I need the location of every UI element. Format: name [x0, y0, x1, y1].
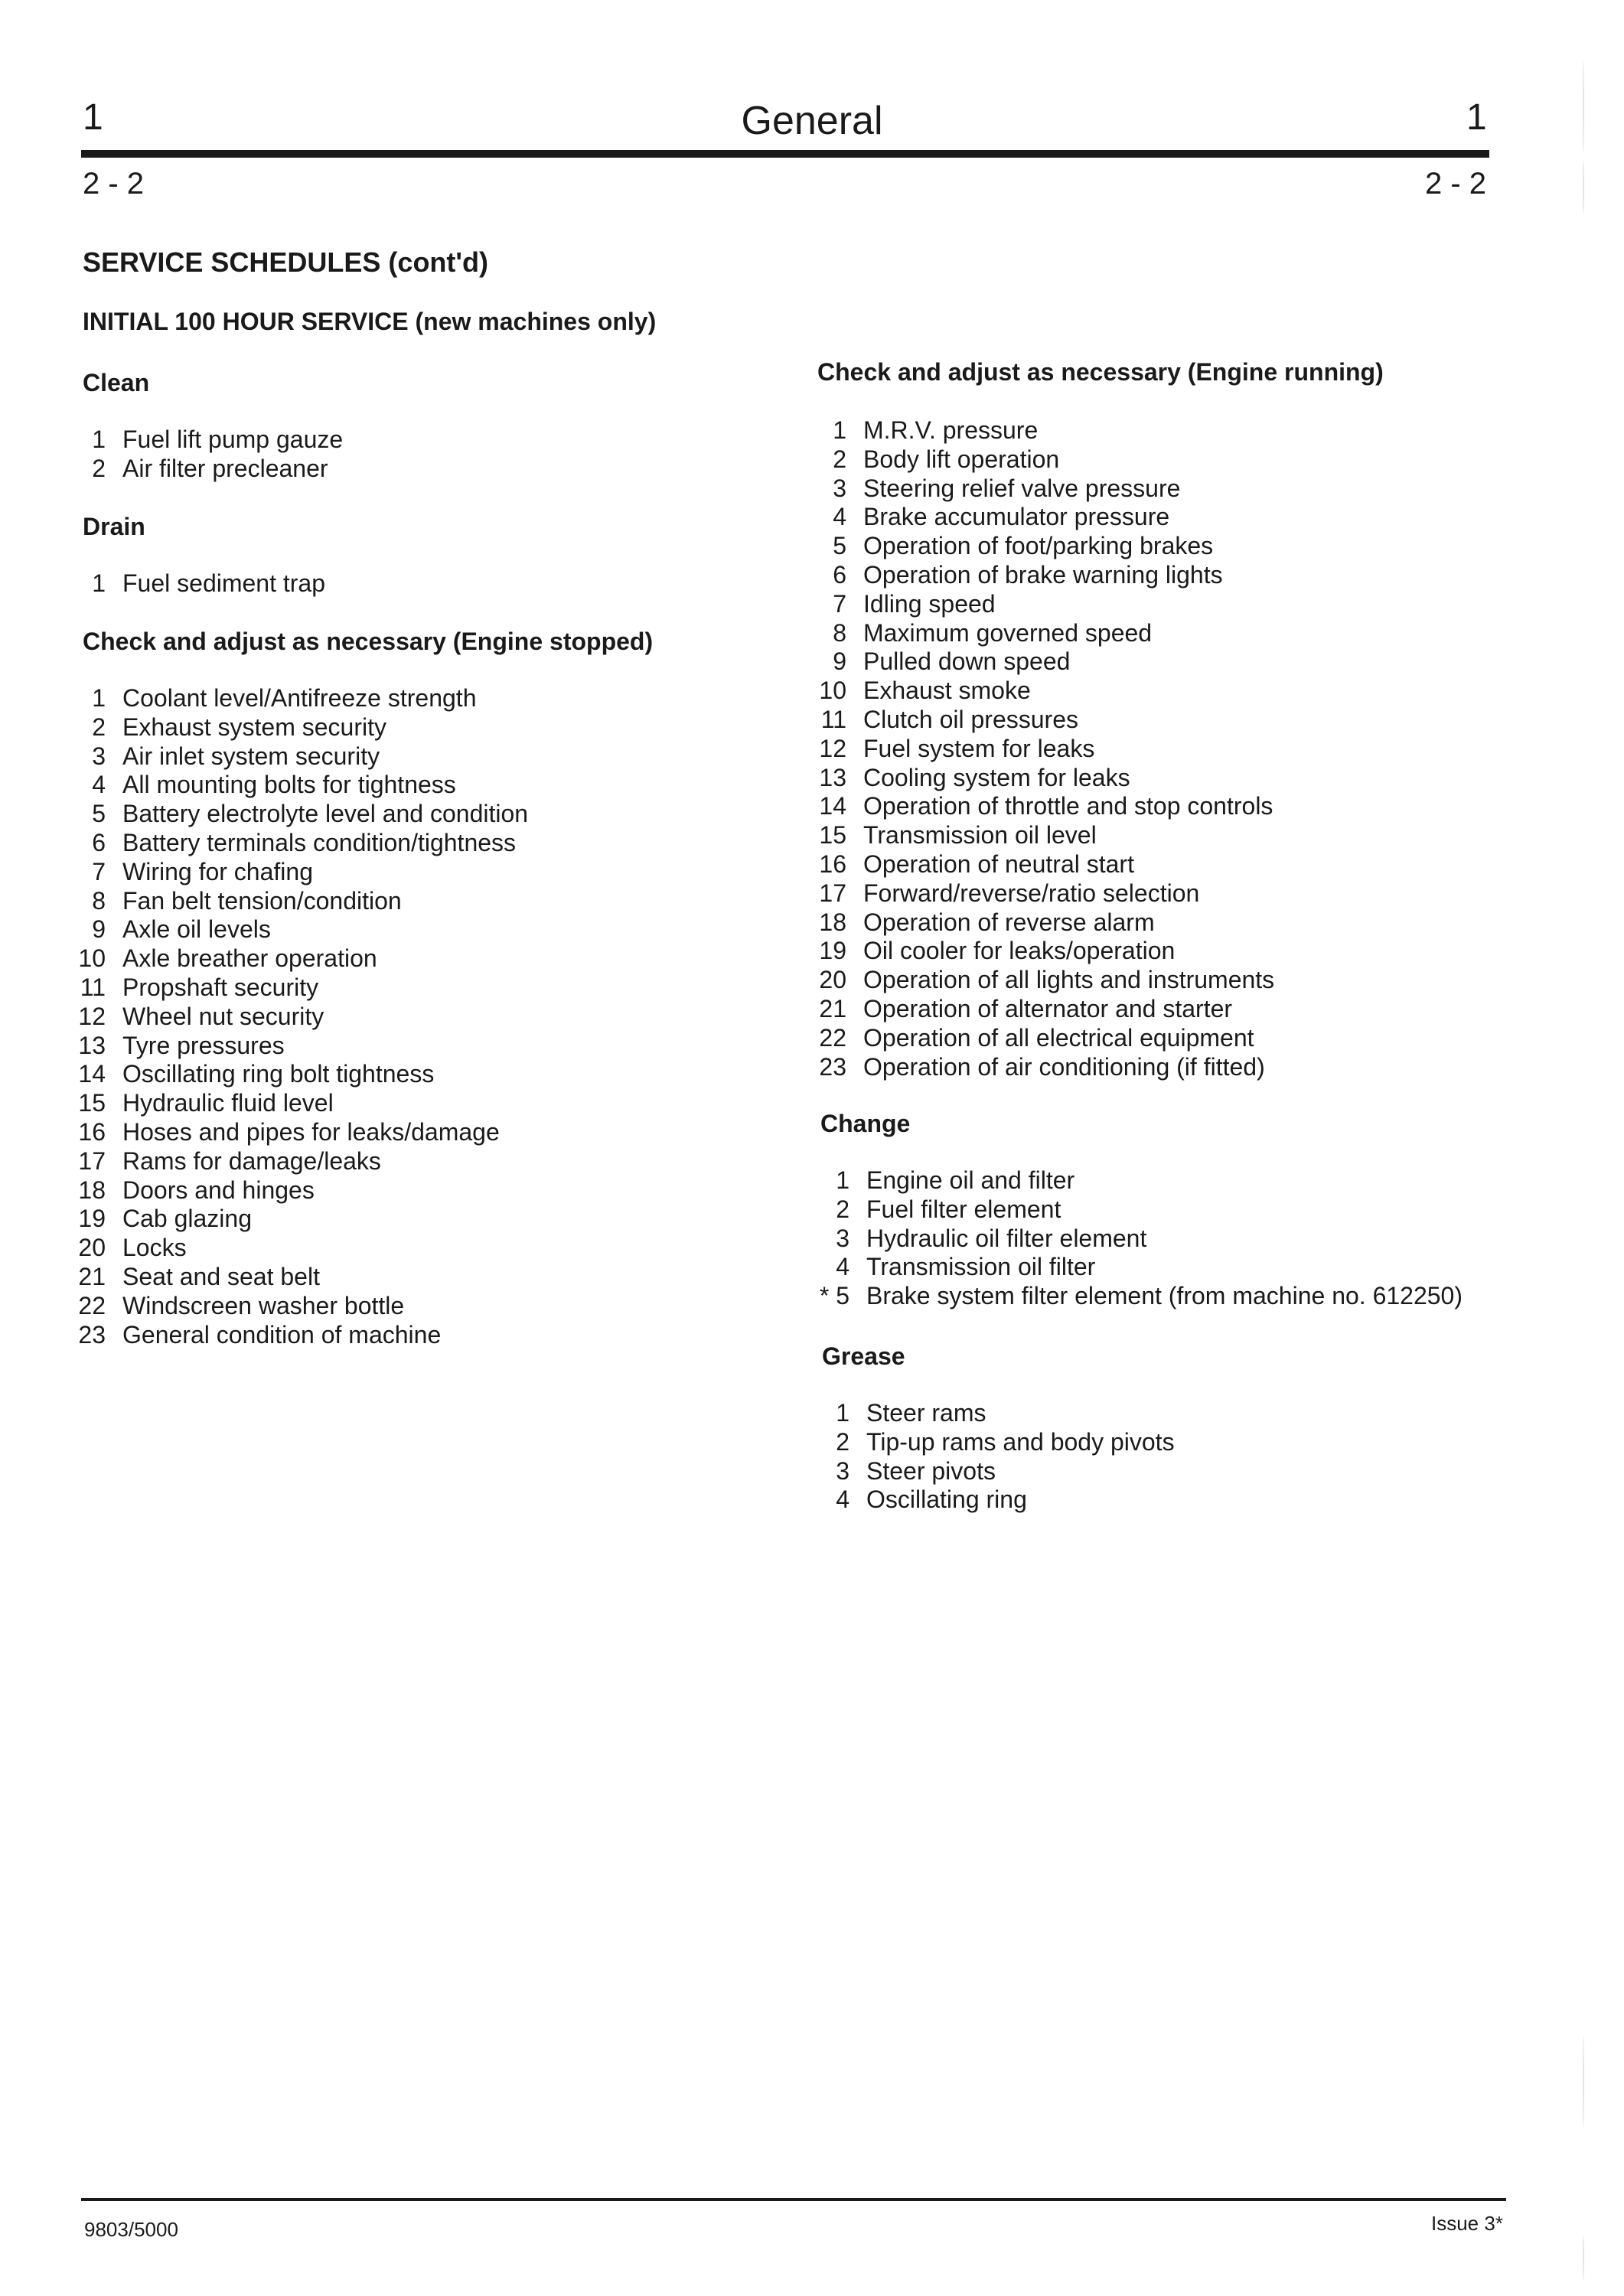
item-text: Air filter precleaner [122, 454, 328, 482]
item-number: 13 [819, 763, 846, 791]
list-item [802, 503, 1274, 532]
item-number: 15 [78, 1089, 106, 1117]
item-text: M.R.V. pressure [863, 416, 1039, 444]
item-text: Exhaust smoke [863, 677, 1031, 705]
item-number: 21 [78, 1262, 106, 1290]
item-text: Brake system filter element (from machine no. 612250) [866, 1282, 1463, 1310]
item-text: Operation of air conditioning (if fitted) [863, 1052, 1265, 1081]
list-item [805, 1428, 1175, 1457]
item-number: 8 [92, 886, 106, 915]
item-number: 19 [819, 937, 846, 965]
item-text: Exhaust system security [122, 713, 386, 741]
page-number-right: 2 - 2 [1425, 167, 1487, 201]
list-item [802, 908, 1274, 938]
item-text: Cooling system for leaks [863, 763, 1130, 791]
item-text: Operation of throttle and stop controls [863, 792, 1273, 820]
item-number: 22 [78, 1291, 106, 1319]
item-number: 20 [819, 966, 846, 994]
item-text: General condition of machine [122, 1320, 442, 1349]
list-item [66, 1060, 528, 1089]
chapter-number-right: 1 [1466, 97, 1487, 138]
header-rule [81, 150, 1489, 158]
item-text: Locks [122, 1234, 187, 1262]
list-item [805, 1253, 1463, 1282]
item-number: 14 [78, 1060, 106, 1088]
item-number: * 5 [819, 1282, 850, 1310]
item-number: 2 [836, 1195, 850, 1223]
item-number: 7 [92, 857, 106, 885]
item-text: Operation of foot/parking brakes [863, 532, 1214, 560]
item-number: 1 [836, 1399, 850, 1427]
list-item [805, 1195, 1463, 1225]
change-heading: Change [820, 1110, 911, 1137]
item-text: Oil cooler for leaks/operation [863, 937, 1176, 965]
item-number: 2 [836, 1427, 850, 1456]
item-text: Hydraulic oil filter element [866, 1224, 1147, 1252]
item-number: 1 [833, 416, 846, 444]
list-item [66, 1234, 528, 1263]
item-number: 15 [819, 821, 846, 850]
item-text: Fuel system for leaks [863, 734, 1095, 762]
chapter-number-left: 1 [83, 97, 103, 138]
list-item [66, 974, 528, 1003]
check-stopped-heading: Check and adjust as necessary (Engine stopped) [83, 628, 654, 655]
list-item [802, 1053, 1274, 1082]
item-text: Battery electrolyte level and condition [122, 800, 529, 828]
list-item [802, 445, 1274, 475]
section-subheading: INITIAL 100 HOUR SERVICE (new machines only) [83, 308, 657, 335]
list-item [66, 829, 528, 858]
list-item [802, 792, 1274, 821]
list-item [802, 647, 1274, 677]
item-number: 2 [92, 713, 106, 741]
item-number: 3 [836, 1456, 850, 1485]
item-number: 3 [833, 474, 846, 502]
list-item [66, 455, 343, 484]
item-text: Battery terminals condition/tightness [122, 828, 517, 856]
item-text: Operation of all electrical equipment [863, 1023, 1254, 1052]
list-item [66, 1003, 528, 1032]
item-text: Hydraulic fluid level [122, 1089, 334, 1117]
list-item [802, 706, 1274, 735]
item-number: 11 [820, 705, 846, 733]
item-text: Maximum governed speed [863, 618, 1153, 647]
grease-heading: Grease [822, 1342, 905, 1370]
item-number: 10 [819, 677, 846, 705]
item-number: 22 [819, 1023, 846, 1052]
list-item [66, 1118, 528, 1147]
item-text: Air inlet system security [122, 742, 380, 770]
list-item [802, 532, 1274, 561]
drain-list [66, 569, 325, 598]
item-number: 11 [80, 973, 106, 1001]
item-number: 17 [819, 879, 846, 907]
item-text: Hoses and pipes for leaks/damage [122, 1117, 500, 1146]
clean-heading: Clean [83, 369, 150, 396]
list-item [66, 1263, 528, 1292]
list-item [805, 1166, 1463, 1195]
list-item [805, 1486, 1175, 1515]
item-number: 16 [819, 850, 846, 878]
list-item [66, 1147, 528, 1176]
list-item [66, 800, 528, 829]
list-item [805, 1399, 1175, 1428]
item-number: 1 [92, 569, 106, 597]
item-text: Steer pivots [866, 1456, 996, 1485]
item-text: Rams for damage/leaks [122, 1146, 381, 1175]
document-number: 9803/5000 [84, 2218, 178, 2241]
item-text: Operation of all lights and instruments [863, 966, 1275, 994]
item-text: Operation of neutral start [863, 850, 1134, 878]
binder-edge-mark [1583, 2036, 1584, 2128]
list-item [66, 1292, 528, 1321]
list-item [802, 764, 1274, 793]
item-number: 18 [819, 908, 846, 936]
grease-list [805, 1399, 1175, 1515]
drain-heading: Drain [83, 513, 145, 540]
item-number: 2 [92, 454, 106, 482]
list-item [802, 966, 1274, 995]
item-number: 7 [833, 589, 846, 618]
list-item [802, 677, 1274, 706]
item-text: Steering relief valve pressure [863, 474, 1181, 502]
item-text: Tyre pressures [122, 1031, 285, 1059]
item-number: 1 [836, 1166, 850, 1194]
list-item [66, 1205, 528, 1234]
list-item [66, 426, 343, 455]
list-item [802, 1024, 1274, 1053]
item-number: 17 [78, 1146, 106, 1175]
item-text: Windscreen washer bottle [122, 1291, 405, 1319]
item-text: Fuel sediment trap [122, 569, 326, 597]
list-item [66, 887, 528, 916]
item-number: 23 [78, 1320, 106, 1349]
item-text: Brake accumulator pressure [863, 503, 1170, 531]
item-text: Clutch oil pressures [863, 705, 1078, 733]
list-item [802, 619, 1274, 648]
item-text: Coolant level/Antifreeze strength [122, 684, 477, 712]
item-number: 21 [819, 994, 846, 1022]
list-item [66, 569, 325, 598]
item-text: Idling speed [863, 589, 996, 618]
item-number: 16 [78, 1117, 106, 1146]
item-number: 5 [92, 800, 106, 828]
item-text: Fuel lift pump gauze [122, 426, 344, 453]
item-text: Wheel nut security [122, 1002, 324, 1030]
item-text: Cab glazing [122, 1205, 252, 1233]
item-number: 9 [92, 915, 106, 944]
item-text: Fuel filter element [866, 1195, 1061, 1223]
list-item [802, 590, 1274, 619]
list-item [805, 1457, 1175, 1486]
item-number: 6 [92, 828, 106, 856]
item-text: Wiring for chafing [122, 857, 313, 885]
binder-edge-mark [1583, 61, 1584, 153]
clean-list [66, 426, 343, 484]
check-running-list [802, 416, 1274, 1081]
item-text: Doors and hinges [122, 1176, 315, 1204]
item-number: 13 [78, 1031, 106, 1059]
item-number: 2 [833, 445, 846, 473]
list-item [802, 995, 1274, 1024]
item-text: Propshaft security [122, 973, 319, 1001]
change-list [805, 1166, 1463, 1311]
item-number: 12 [819, 734, 846, 762]
item-text: Body lift operation [863, 445, 1060, 473]
list-item [66, 1089, 528, 1118]
item-text: Transmission oil level [863, 821, 1097, 850]
item-number: 14 [819, 792, 846, 820]
binder-edge-mark [1583, 161, 1584, 214]
item-number: 23 [819, 1052, 846, 1081]
item-number: 3 [92, 742, 106, 770]
list-item [66, 1176, 528, 1205]
list-item [66, 858, 528, 887]
list-item [802, 821, 1274, 850]
item-number: 19 [78, 1205, 106, 1233]
item-number: 10 [78, 944, 106, 973]
item-number: 4 [836, 1253, 850, 1281]
item-text: All mounting bolts for tightness [122, 771, 456, 799]
list-item [802, 561, 1274, 590]
footer-rule [81, 2198, 1506, 2201]
list-item [805, 1282, 1463, 1311]
item-text: Oscillating ring bolt tightness [122, 1060, 435, 1088]
binder-edge-mark [1583, 2235, 1584, 2281]
list-item [66, 915, 528, 944]
item-number: 1 [92, 426, 106, 453]
check-stopped-list [66, 684, 528, 1349]
item-number: 1 [92, 684, 106, 712]
item-text: Operation of brake warning lights [863, 560, 1223, 589]
list-item [802, 735, 1274, 764]
item-text: Pulled down speed [863, 647, 1071, 676]
list-item [66, 713, 528, 742]
list-item [66, 1032, 528, 1061]
item-text: Steer rams [866, 1399, 986, 1427]
item-text: Axle oil levels [122, 915, 271, 944]
item-number: 4 [92, 771, 106, 799]
list-item [805, 1225, 1463, 1254]
list-item [802, 475, 1274, 504]
item-number: 4 [836, 1486, 850, 1514]
page-title: General [741, 99, 883, 143]
item-number: 12 [78, 1002, 106, 1030]
section-heading: SERVICE SCHEDULES (cont'd) [83, 246, 488, 278]
item-number: 20 [78, 1234, 106, 1262]
list-item [802, 416, 1274, 445]
list-item [66, 742, 528, 771]
item-number: 6 [833, 560, 846, 589]
item-text: Operation of reverse alarm [863, 908, 1155, 936]
item-text: Axle breather operation [122, 944, 377, 973]
list-item [66, 771, 528, 800]
list-item [66, 1321, 528, 1350]
issue-label: Issue 3* [1431, 2212, 1503, 2235]
item-number: 9 [833, 647, 846, 676]
list-item [66, 684, 528, 713]
list-item [802, 937, 1274, 966]
check-running-heading: Check and adjust as necessary (Engine running) [817, 358, 1384, 386]
item-text: Tip-up rams and body pivots [866, 1427, 1175, 1456]
item-text: Transmission oil filter [866, 1253, 1096, 1281]
item-text: Operation of alternator and starter [863, 994, 1233, 1022]
item-text: Forward/reverse/ratio selection [863, 879, 1200, 907]
item-number: 4 [833, 503, 846, 531]
item-number: 18 [78, 1176, 106, 1204]
page-number-left: 2 - 2 [83, 167, 145, 201]
list-item [66, 944, 528, 974]
item-text: Seat and seat belt [122, 1262, 320, 1290]
item-number: 8 [833, 618, 846, 647]
item-text: Oscillating ring [866, 1486, 1027, 1514]
item-text: Fan belt tension/condition [122, 886, 402, 915]
item-text: Engine oil and filter [866, 1166, 1075, 1194]
list-item [802, 879, 1274, 908]
item-number: 3 [836, 1224, 850, 1252]
list-item [802, 850, 1274, 879]
item-number: 5 [833, 532, 846, 560]
